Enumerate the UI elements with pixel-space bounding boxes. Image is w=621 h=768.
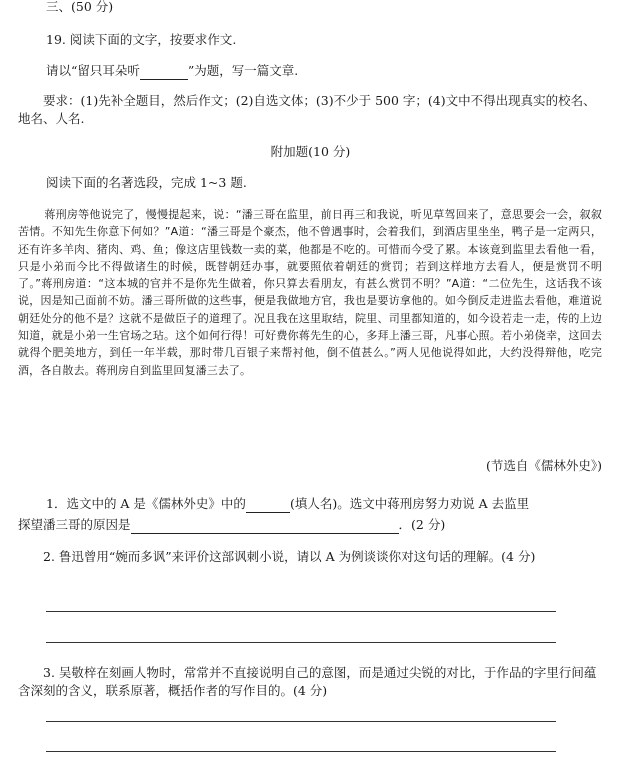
question-1-text-c: 探望潘三哥的原因是: [18, 517, 131, 532]
q19-prompt: [46, 62, 298, 80]
q1-name-blank: [246, 498, 290, 513]
section-heading: 三、(50 分): [46, 0, 114, 14]
q1-reason-blank: [131, 519, 399, 534]
question-1-line-2: [18, 516, 445, 534]
answer-line: [46, 721, 556, 722]
question-1-text-a: 1．选文中的 A 是《儒林外史》中的: [46, 496, 246, 511]
bonus-intro: 阅读下面的名著选段，完成 1~3 题.: [46, 175, 247, 190]
excerpt-source: (节选自《儒林外史》): [485, 458, 602, 473]
question-1-score: ．(2 分): [398, 517, 446, 532]
novel-excerpt: 蒋刑房等他说完了，慢慢提起来，说：“潘三哥在监里，前日再三和我说，听见草驾回来了，意思要会一会，叙叙苦情。不知先生你意下何如？”A道：“潘三哥是个豪杰，他不曾遇事时，会着我们，到酒店里坐坐，鸭子是一定两只，还有许多羊肉、猪肉、鸡、鱼；像这店里钱数一卖的菜，他都是不吃的。可惜而今受了累。本该竟到监里去看他一看，只是小弟而今比不得做诸生的时候，既替朝廷办事，就要照依着朝廷的赏罚；若到这样地方去看人，便是赏罚不明了。”蒋刑房道：“这本城的官并不是你先生做着，你只算去看朋友，有甚么赏罚不明？”A道：“二位先生，这话我不该说，因是知己面前不妨。潘三哥所做的这些事，便是我做地方官，我也是要访拿他的。如今倒反走进监去看他，难道说朝廷处分的他不是？这就不是做臣子的道理了。况且我在这里取结，院里、司里都知道的，如今设若走一走，传的上边知道，就是小弟一生官场之玷。这个如何行得！可好费你蒋先生的心，多拜上潘三哥，凡事心照。若小弟侥幸，这回去就得个肥美地方，到任一年半载，那时带几百银子来帮衬他，倒不值甚么。”两人见他说得如此，大约没得辩他，吃完酒，各自散去。蒋刑房自到监里回复潘三去了。: [18, 208, 602, 377]
q19-title: 19. 阅读下面的文字，按要求作文.: [46, 32, 237, 47]
q19-requirements: 要求：(1)先补全题目，然后作文；(2)自选文体；(3)不少于 500 字；(4)文中不得出现真实的校名、地名、人名.: [18, 93, 596, 126]
q19-prompt-before: 请以“留只耳朵听: [46, 63, 140, 78]
question-3: 3. 吴敬梓在刻画人物时，常常并不直接说明自己的意图，而是通过尖锐的对比，于作品的字里行间蕴含深刻的含义，联系原著，概括作者的写作目的。(4 分): [18, 665, 597, 698]
question-1-text-b: (填人名)。选文中蒋刑房努力劝说 A 去监里: [289, 496, 530, 511]
answer-line: [46, 751, 556, 752]
question-1-line-1: [46, 495, 529, 513]
title-blank: [140, 65, 188, 80]
q19-prompt-after: ”为题，写一篇文章.: [187, 63, 299, 78]
answer-line: [46, 611, 556, 612]
answer-line: [46, 642, 556, 643]
question-2: 2. 鲁迅曾用“婉而多讽”来评价这部讽刺小说，请以 A 为例谈谈你对这句话的理解。(4 分): [43, 549, 536, 564]
bonus-heading: 附加题(10 分): [270, 144, 351, 159]
